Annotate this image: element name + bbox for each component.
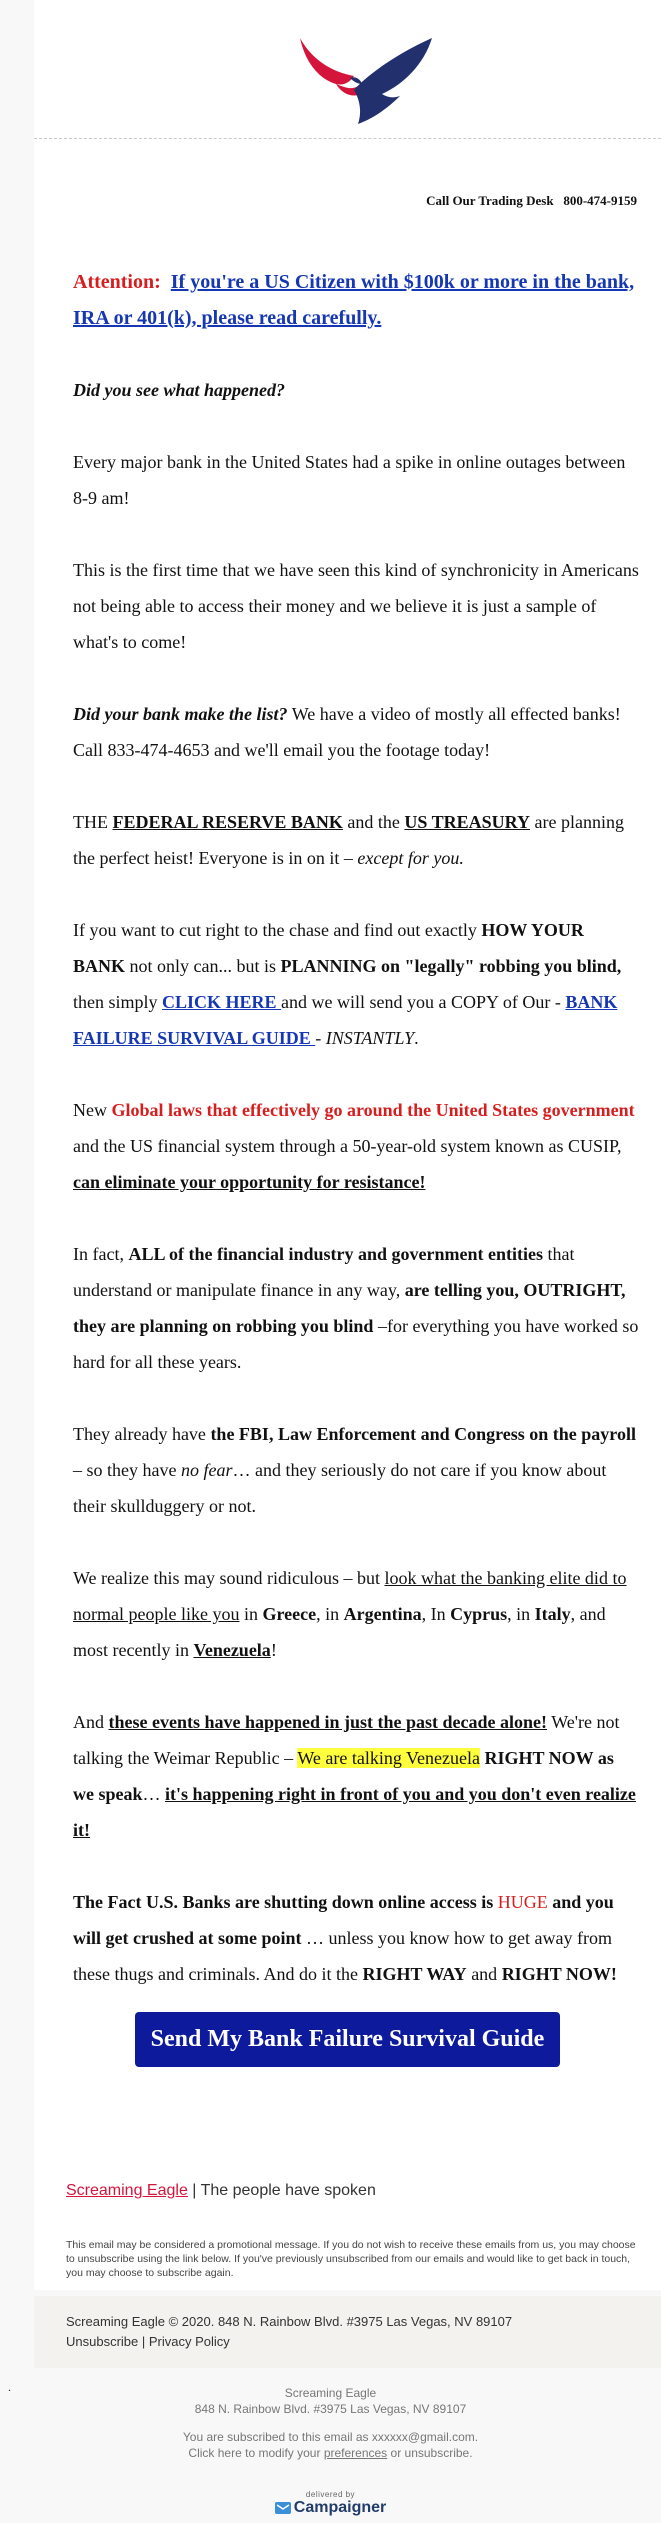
- campaigner-brand: Campaigner: [293, 2499, 387, 2516]
- paragraph-3: This is the first time that we have seen this kind of synchronicity in Americans not being able to access their money and we believe it is just a sample of what's to come!: [73, 560, 639, 652]
- divider: [34, 138, 661, 139]
- delivered-by-badge[interactable]: [0, 2490, 661, 2519]
- footer-disclaimer: This email may be considered a promotional message. If you do not wish to receive these emails from us, you may choose to unsubscribe using the link below. If you've previously unsubscribed from our emails and would like to get back in touch, you may choose to subscribe again.: [66, 2239, 636, 2279]
- paragraph-4: Did your bank make the list? We have a video of mostly all effected banks! Call 833-474-4653 and we'll email you the footage today!: [73, 704, 621, 760]
- paragraph-5: THE FEDERAL RESERVE BANK and the US TREASURY are planning the perfect heist! Everyone is in on it – except for you.: [73, 812, 624, 868]
- paragraph-9: They already have the FBI, Law Enforcement and Congress on the payroll – so they have no fear… and they seriously do not care if you know about their skullduggery or not.: [73, 1424, 636, 1516]
- attention-label: Attention:: [73, 271, 161, 293]
- paragraph-11: And these events have happened in just the past decade alone! We're not talking the Weimar Republic – We are talking Venezuela RIGHT NOW as we speak… it's happening right in front of you and you don't even realize it!: [73, 1712, 636, 1840]
- trading-desk-phone[interactable]: [426, 193, 637, 209]
- email-body: [73, 264, 639, 1992]
- highlight-venezuela: We are talking Venezuela: [297, 1748, 480, 1768]
- paragraph-10: We realize this may sound ridiculous – but look what the banking elite did to normal people like you in Greece, in Argentina, In Cyprus, in Italy, and most recently in Venezuela!: [73, 1568, 627, 1660]
- email-container: [34, 0, 661, 2349]
- provider-address: 848 N. Rainbow Blvd. #3975 Las Vegas, NV 89107: [194, 2402, 467, 2416]
- preferences-link[interactable]: preferences: [323, 2446, 388, 2460]
- cta-container: [34, 2012, 661, 2067]
- eagle-logo[interactable]: [292, 38, 442, 128]
- footer-brand-line: [66, 2182, 376, 2200]
- provider-footer: [0, 2385, 661, 2473]
- paragraph-1: Did you see what happened?: [73, 380, 286, 400]
- campaigner-icon: [275, 2502, 291, 2514]
- stray-dot: .: [8, 2380, 11, 2394]
- paragraph-6: If you want to cut right to the chase and find out exactly HOW YOUR BANK not only can... but is PLANNING on "legally" robbing you blind, then simply CLICK HERE and we will send you a COPY of Our - BANK FAILURE SURVIVAL GUIDE - INSTANTLY.: [73, 920, 622, 1048]
- attention-line: [73, 264, 639, 336]
- survival-guide-link[interactable]: BANK FAILURE SURVIVAL GUIDE: [73, 992, 618, 1048]
- footer-address-box: Screaming Eagle © 2020. 848 N. Rainbow Blvd. #3975 Las Vegas, NV 89107 Unsubscribe | Privacy Policy: [34, 2296, 661, 2368]
- paragraph-2: Every major bank in the United States had a spike in online outages between 8-9 am!: [73, 452, 626, 508]
- send-guide-button[interactable]: Send My Bank Failure Survival Guide: [135, 2012, 561, 2067]
- screaming-eagle-link[interactable]: Screaming Eagle: [66, 2182, 188, 2199]
- phone-label: Call Our Trading Desk: [426, 193, 554, 208]
- delivered-by-label: delivered by: [305, 2490, 356, 2499]
- subscription-notice: You are subscribed to this email as xxxxxx@gmail.com.: [182, 2430, 479, 2444]
- modify-preferences: Click here to modify your preferences or unsubscribe.: [188, 2446, 473, 2460]
- privacy-policy-link[interactable]: Privacy Policy: [148, 2334, 230, 2349]
- attention-link[interactable]: If you're a US Citizen with $100k or more in the bank, IRA or 401(k), please read carefully.: [73, 271, 635, 329]
- provider-company: Screaming Eagle: [284, 2386, 377, 2400]
- paragraph-7: New Global laws that effectively go around the United States government and the US financial system through a 50-year-old system known as CUSIP, can eliminate your opportunity for resistance!: [73, 1100, 635, 1192]
- unsubscribe-link[interactable]: Unsubscribe: [66, 2334, 139, 2349]
- phone-number[interactable]: 800-474-9159: [563, 193, 637, 208]
- footer-tagline: | The people have spoken: [187, 2182, 376, 2199]
- paragraph-12: The Fact U.S. Banks are shutting down online access is HUGE and you will get crushed at some point … unless you know how to get away from these thugs and criminals. And do it the RIGHT WAY and RIGHT NOW!: [73, 1892, 617, 1984]
- paragraph-8: In fact, ALL of the financial industry and government entities that understand or manipulate finance in any way, are telling you, OUTRIGHT, they are planning on robbing you blind –for everything you have worked so hard for all these years.: [73, 1244, 639, 1372]
- footer-copyright: Screaming Eagle © 2020. 848 N. Rainbow Blvd. #3975 Las Vegas, NV 89107: [66, 2314, 513, 2329]
- click-here-link[interactable]: CLICK HERE: [162, 992, 282, 1012]
